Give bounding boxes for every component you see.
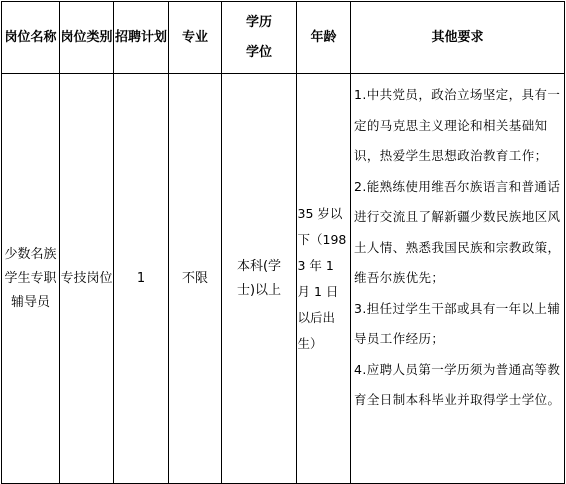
header-row: [2, 2, 565, 74]
header-position-type: 岗位类别: [60, 2, 114, 74]
cell-major: 不限: [169, 74, 222, 484]
header-position-name: 岗位名称: [2, 2, 60, 74]
cell-age: 35 岁以下（1983 年 1 月 1 日以后出生）: [297, 74, 351, 484]
cell-degree: 本科(学士)以上: [222, 74, 297, 484]
requirement-item: 1.中共党员，政治立场坚定，具有一定的马克思主义理论和相关基础知识，热爱学生思想政治教育工作；: [354, 87, 561, 163]
requirement-item: 3.担任过学生干部或具有一年以上辅导员工作经历；: [354, 300, 561, 346]
header-other-requirements: 其他要求: [351, 2, 565, 74]
cell-other-requirements: [351, 74, 565, 484]
header-age: 年龄: [297, 2, 351, 74]
cell-position-type: 专技岗位: [60, 74, 114, 484]
cell-position-name: 少数名族学生专职辅导员: [2, 74, 60, 484]
header-quota: 招聘计划: [114, 2, 169, 74]
recruitment-table: [1, 1, 565, 484]
header-degree: 学历 学位: [222, 2, 297, 74]
table-row: [2, 74, 565, 484]
requirement-item: 2.能熟练使用维吾尔族语言和普通话进行交流且了解新疆少数民族地区风土人情、熟悉我国民族和宗教政策，维吾尔族优先；: [354, 178, 561, 285]
requirement-item: 4.应聘人员第一学历须为普通高等教育全日制本科毕业并取得学士学位。: [354, 361, 561, 407]
cell-quota: 1: [114, 74, 169, 484]
header-major: 专业: [169, 2, 222, 74]
